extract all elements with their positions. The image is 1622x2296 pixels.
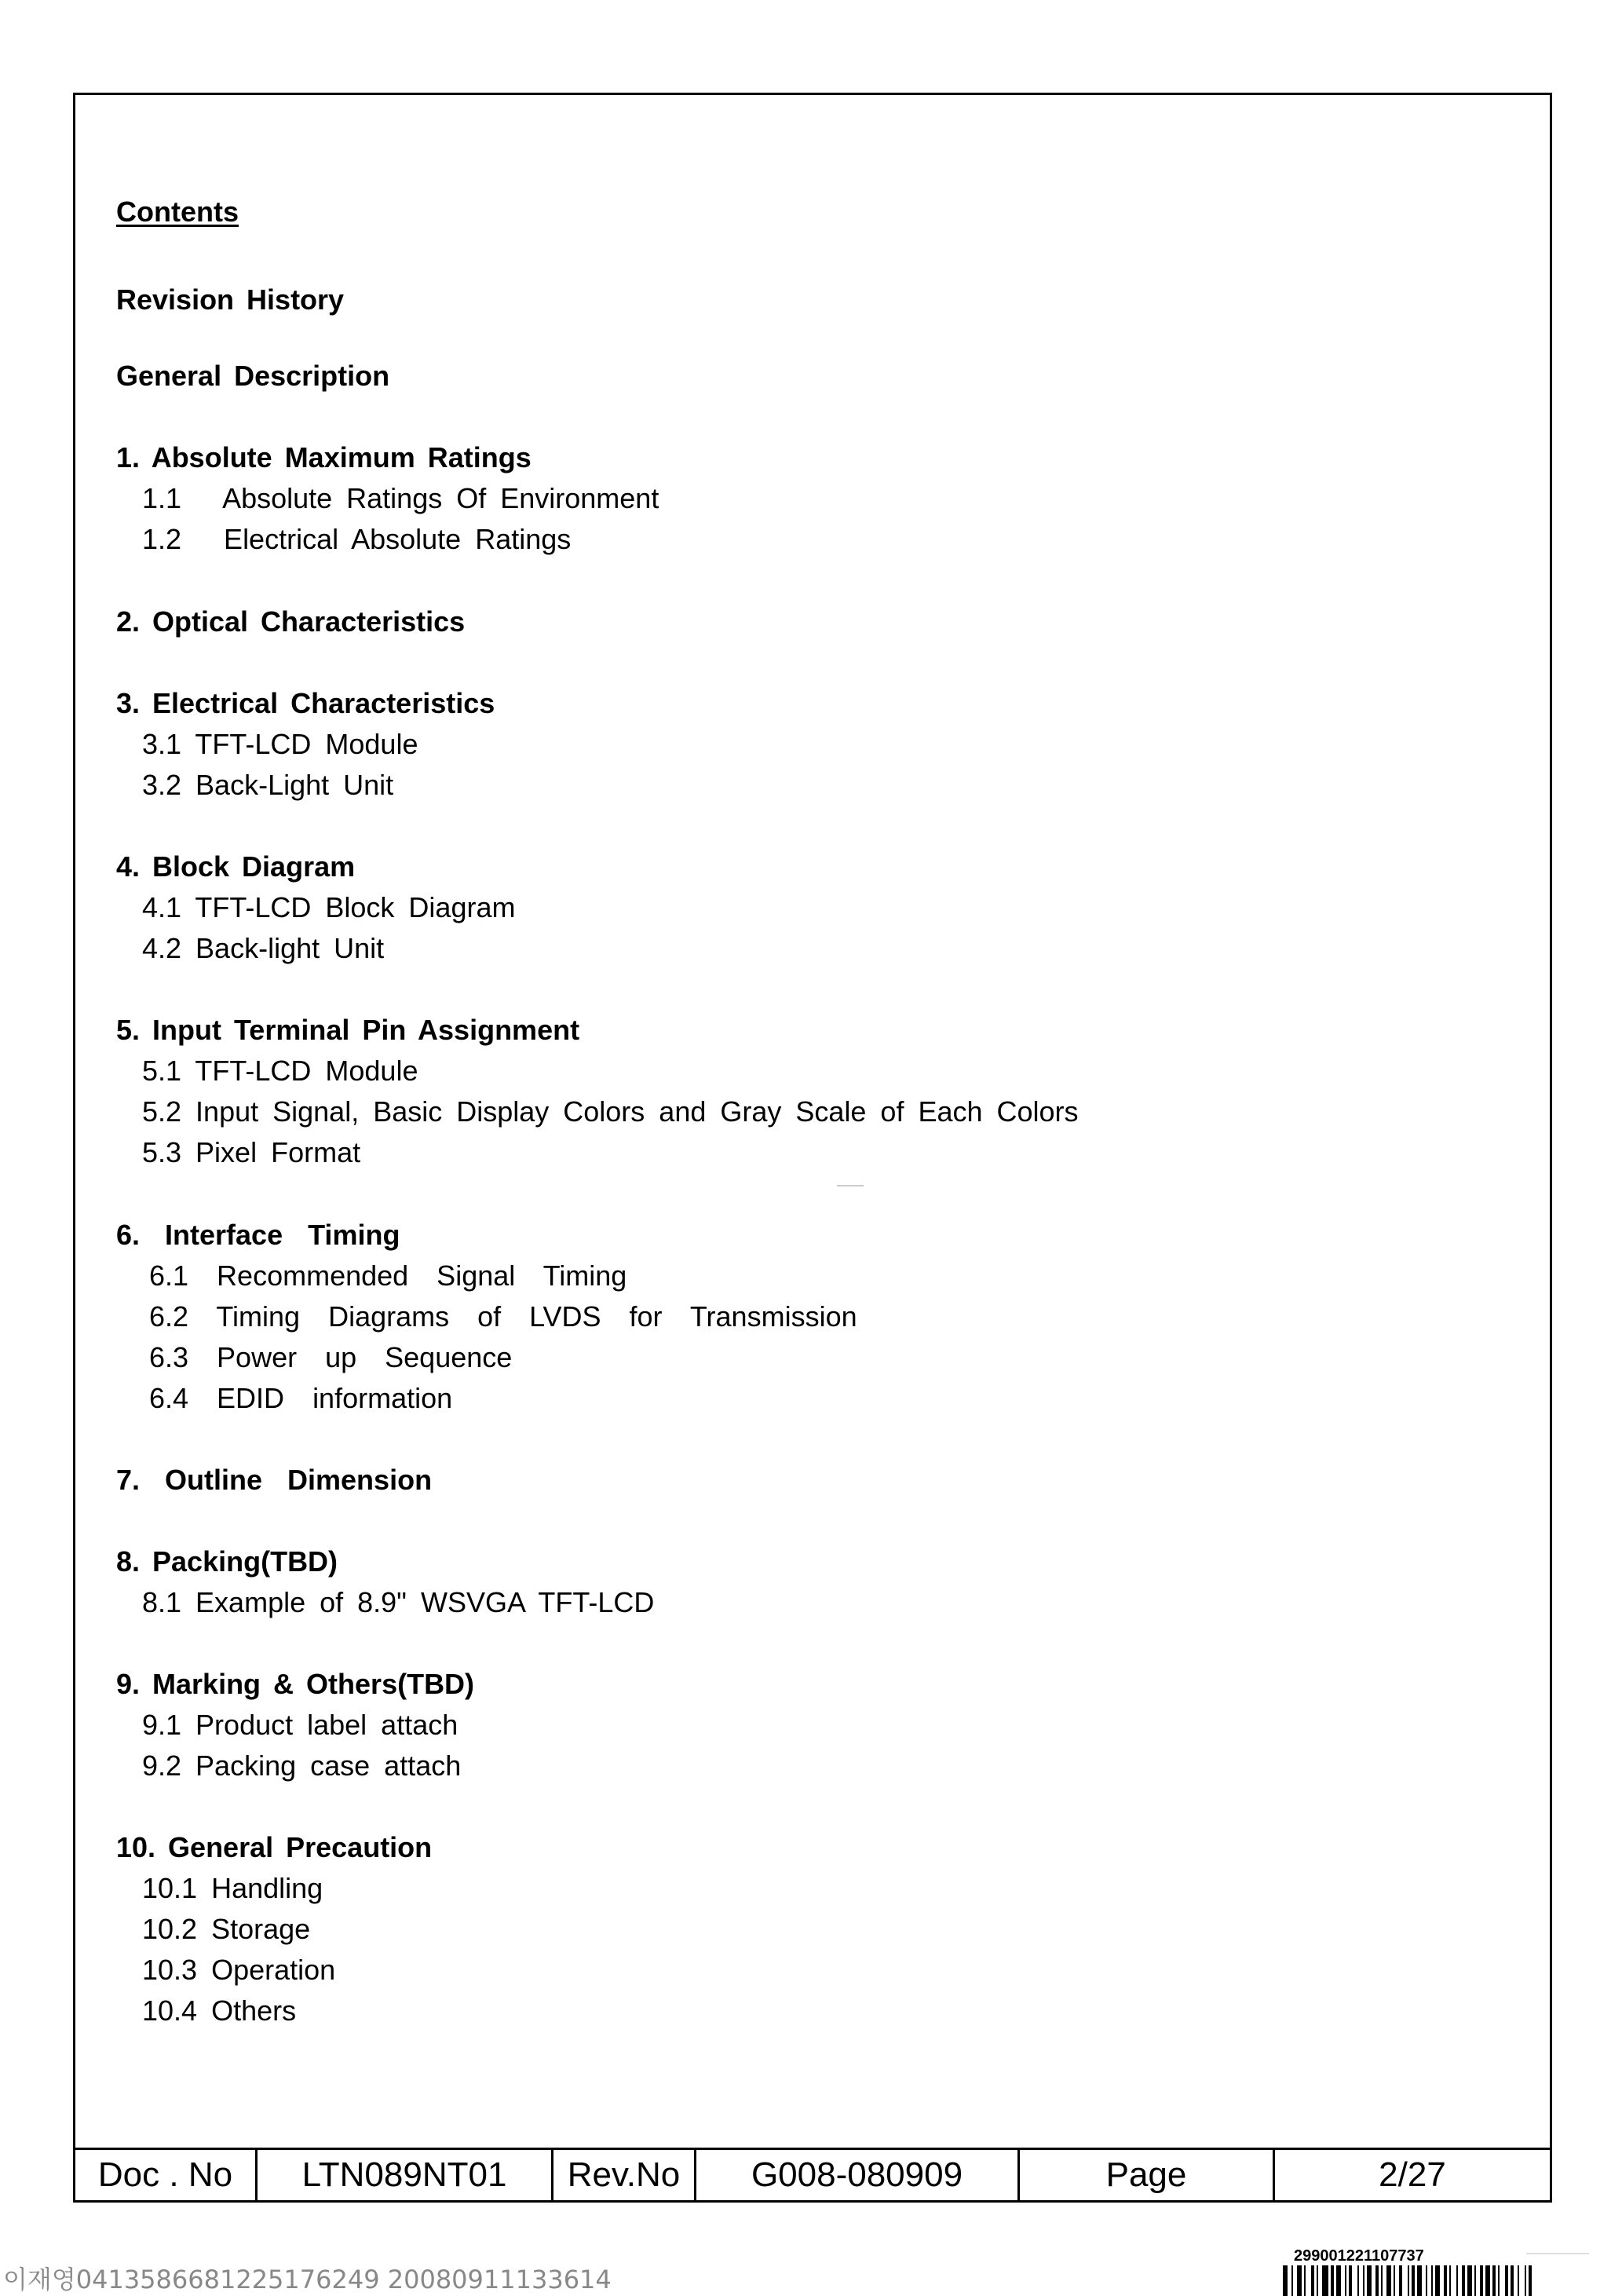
toc-item-10-2: 10.2 Storage [142, 1913, 311, 1945]
toc-item-4-1: 4.1 TFT-LCD Block Diagram [142, 891, 516, 923]
toc-section-10: 10. General Precaution [116, 1831, 433, 1863]
scan-speck [837, 1185, 864, 1186]
toc-item-6-4: 6.4 EDID information [149, 1382, 453, 1414]
barcode-number: 299001221107737 [1294, 2247, 1424, 2265]
toc-item-9-1: 9.1 Product label attach [142, 1709, 458, 1741]
toc-section-3: 3. Electrical Characteristics [116, 687, 495, 719]
toc-section-8: 8. Packing(TBD) [116, 1545, 338, 1578]
page-number: 2/27 [1274, 2149, 1551, 2202]
rev-no-label: Rev.No [553, 2149, 696, 2202]
toc-item-5-2: 5.2 Input Signal, Basic Display Colors and Gray Scale of Each Colors [142, 1095, 1079, 1128]
toc-item-3-1: 3.1 TFT-LCD Module [142, 728, 418, 760]
doc-no-label: Doc . No [75, 2149, 257, 2202]
toc-item-9-2: 9.2 Packing case attach [142, 1749, 462, 1782]
toc-item-10-4: 10.4 Others [142, 1994, 297, 2027]
rev-no-value: G008-080909 [696, 2149, 1019, 2202]
toc-item-10-1: 10.1 Handling [142, 1872, 323, 1904]
scan-speck [1526, 2253, 1589, 2254]
toc-section-6: 6. Interface Timing [116, 1219, 400, 1251]
toc-item-4-2: 4.2 Back-light Unit [142, 932, 385, 964]
toc-item-1-2: 1.2 Electrical Absolute Ratings [142, 523, 572, 555]
toc-item-6-3: 6.3 Power up Sequence [149, 1341, 513, 1373]
doc-no-value: LTN089NT01 [257, 2149, 553, 2202]
toc-section-4: 4. Block Diagram [116, 850, 356, 883]
toc-item-6-1: 6.1 Recommended Signal Timing [149, 1260, 627, 1292]
contents-title: Contents [116, 196, 239, 228]
document-footer-table [73, 2148, 1552, 2203]
toc-general-description: General Description [116, 360, 390, 392]
toc-item-3-2: 3.2 Back-Light Unit [142, 769, 394, 801]
toc-section-2: 2. Optical Characteristics [116, 605, 466, 638]
toc-item-6-2: 6.2 Timing Diagrams of LVDS for Transmission [149, 1300, 857, 1333]
page-label: Page [1019, 2149, 1274, 2202]
toc-item-5-3: 5.3 Pixel Format [142, 1136, 361, 1168]
print-stamp: 이재영0413586681225176249 20080911133614 [3, 2265, 612, 2294]
toc-section-5: 5. Input Terminal Pin Assignment [116, 1014, 580, 1046]
toc-item-8-1: 8.1 Example of 8.9" WSVGA TFT-LCD [142, 1586, 655, 1618]
toc-revision-history: Revision History [116, 283, 345, 316]
toc-item-5-1: 5.1 TFT-LCD Module [142, 1055, 418, 1087]
toc-item-10-3: 10.3 Operation [142, 1954, 336, 1986]
toc-section-9: 9. Marking & Others(TBD) [116, 1668, 475, 1700]
toc-section-7: 7. Outline Dimension [116, 1464, 433, 1496]
barcode-icon [1283, 2265, 1622, 2296]
toc-section-1: 1. Absolute Maximum Ratings [116, 441, 532, 473]
toc-item-1-1: 1.1 Absolute Ratings Of Environment [142, 482, 659, 514]
